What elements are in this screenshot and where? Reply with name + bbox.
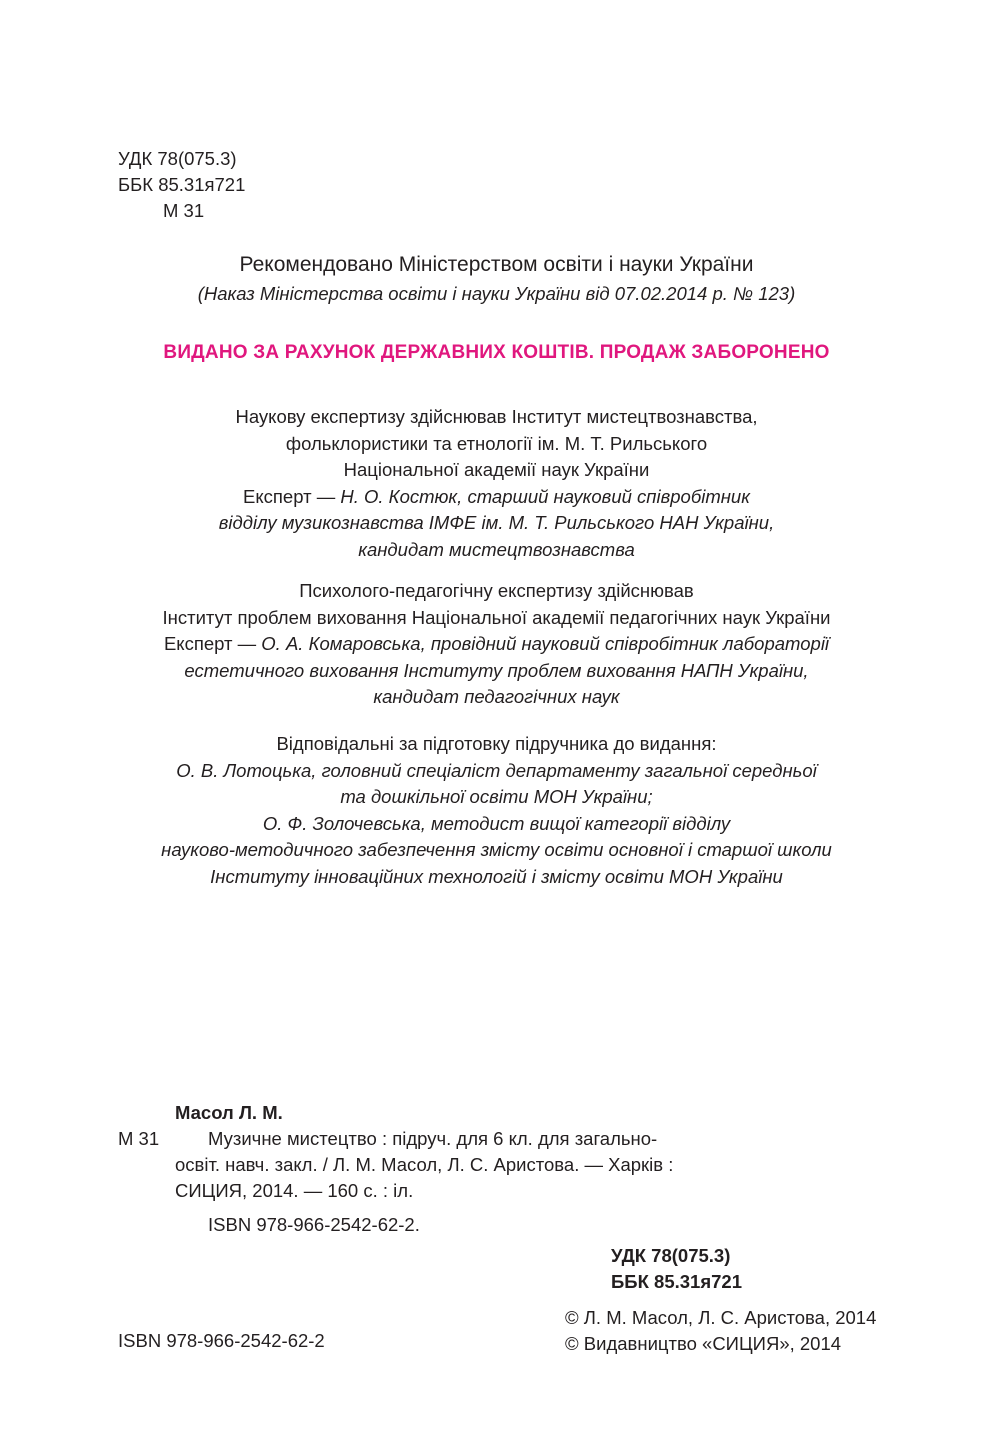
catalog-mark: М 31 — [118, 1128, 160, 1149]
catalog-author: Масол Л. М. — [175, 1102, 283, 1123]
psych-expertise — [0, 578, 993, 711]
resp-line-4: О. Ф. Золочевська, методист вищої категорії відділу — [262, 812, 731, 834]
psy-line-5: кандидат педагогічних наук — [373, 686, 620, 707]
psy-line-2: Інститут проблем виховання Національної академії педагогічних наук України — [162, 606, 831, 628]
recommendation — [0, 250, 993, 308]
catalog-desc-2: освіт. навч. закл. / Л. М. Масол, Л. С. Аристова. — Харків : — [175, 1154, 674, 1175]
sci-line-2: фольклористики та етнології ім. М. Т. Рильського — [285, 432, 708, 454]
author-mark: М 31 — [163, 200, 205, 221]
resp-line-1: Відповідальні за підготовку підручника до видання: — [276, 733, 717, 754]
catalog-isbn: ISBN 978-966-2542-62-2. — [208, 1214, 420, 1235]
catalog-udk: УДК 78(075.3) — [611, 1245, 731, 1266]
psy-expert-name: О. А. Комаровська, провідний науковий співробітник лабораторії — [261, 633, 830, 654]
catalog-desc-3: СИЦИЯ, 2014. — 160 с. : іл. — [175, 1180, 414, 1201]
sci-line-3: Національної академії наук України — [343, 459, 650, 480]
sci-line-5: відділу музикознавства ІМФЕ ім. М. Т. Рильського НАН України, — [218, 512, 775, 533]
resp-line-6: Інституту інноваційних технологій і змісту освіти МОН України — [210, 865, 783, 887]
psy-line-3 — [0, 631, 993, 658]
resp-line-3: та дошкільної освіти МОН України; — [340, 786, 653, 807]
recommendation-line-2: (Наказ Міністерства освіти і науки України від 07.02.2014 р. № 123) — [197, 283, 796, 304]
catalog-desc-1: Музичне мистецтво : підруч. для 6 кл. для загально- — [208, 1128, 658, 1149]
sci-line-4 — [0, 484, 993, 511]
sci-line-6: кандидат мистецтвознавства — [358, 538, 635, 560]
psy-line-1: Психолого-педагогічну експертизу здійснював — [299, 580, 694, 601]
copyright-authors: © Л. М. Масол, Л. С. Аристова, 2014 — [565, 1307, 877, 1328]
state-funded-notice: ВИДАНО ЗА РАХУНОК ДЕРЖАВНИХ КОШТІВ. ПРОДАЖ ЗАБОРОНЕНО — [163, 342, 830, 363]
resp-line-5: науково-методичного забезпечення змісту освіти основної і старшої школи — [161, 839, 832, 860]
footer-isbn: ISBN 978-966-2542-62-2 — [118, 1330, 325, 1351]
psy-expert-prefix: Експерт — — [163, 633, 262, 654]
sci-expert-prefix: Експерт — — [243, 485, 341, 507]
catalog-bbk: ББК 85.31я721 — [611, 1271, 742, 1292]
sci-line-1: Наукову експертизу здійснював Інститут мистецтвознавства, — [235, 406, 758, 427]
recommendation-line-1: Рекомендовано Міністерством освіти і науки України — [239, 253, 754, 276]
psy-line-4: естетичного виховання Інституту проблем виховання НАПН України, — [184, 659, 809, 681]
bbk-code: ББК 85.31я721 — [118, 174, 246, 195]
udk-code: УДК 78(075.3) — [118, 148, 237, 169]
resp-line-2: О. В. Лотоцька, головний спеціаліст департаменту загальної середньої — [176, 759, 817, 781]
sci-expert-name: Н. О. Костюк, старший науковий співробітник — [340, 485, 750, 507]
copyright-publisher: © Видавництво «СИЦИЯ», 2014 — [565, 1333, 842, 1354]
responsible-persons — [0, 731, 993, 890]
scientific-expertise — [0, 404, 993, 563]
